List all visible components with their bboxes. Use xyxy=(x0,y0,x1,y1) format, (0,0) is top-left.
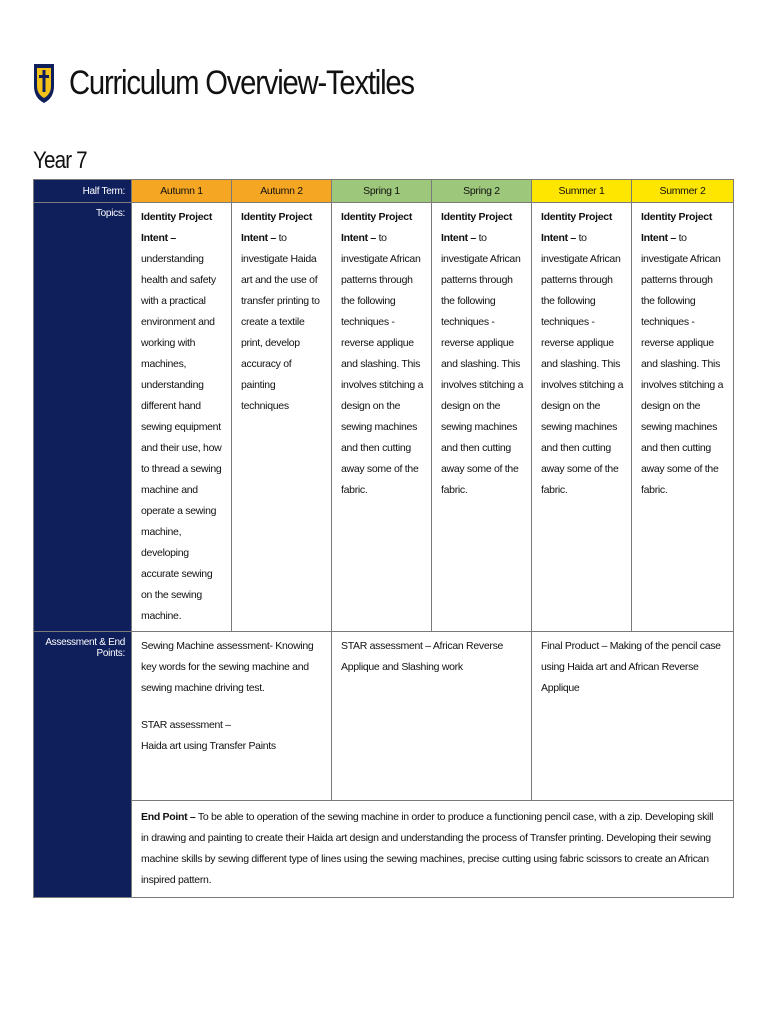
school-crest-icon xyxy=(33,62,55,104)
term-autumn-1: Autumn 1 xyxy=(132,180,232,203)
term-summer-1: Summer 1 xyxy=(532,180,632,203)
half-term-label: Half Term: xyxy=(34,180,132,203)
topic-body: to investigate Haida art and the use of transfer printing to create a textile print, develop accuracy of painting techniques xyxy=(241,232,320,412)
term-summer-2: Summer 2 xyxy=(632,180,734,203)
term-autumn-2: Autumn 2 xyxy=(232,180,332,203)
end-point-text: To be able to operation of the sewing machine in order to produce a functioning pencil case, with a zip. Developing skill in drawing and painting to create their Haida art design and understanding the process of Transfer printing. Developing their sewing machine skills by sewing different type of lines using the sewing machines, precise cutting using fabric scissors to create an African inspired pattern. xyxy=(141,811,714,886)
assessment-autumn-star-detail: Haida art using Transfer Paints xyxy=(141,740,276,752)
topic-body: to investigate African patterns through the following techniques - reverse applique and slashing. This involves stitching a design on the sewing machines and then cutting away some of the fabric. xyxy=(341,232,424,496)
assessment-autumn xyxy=(132,632,332,801)
topic-cell xyxy=(132,203,232,632)
curriculum-table xyxy=(33,179,734,898)
assessment-row xyxy=(34,632,734,801)
page-title: Curriculum Overview-Textiles xyxy=(69,63,414,102)
assessment-spring: STAR assessment – African Reverse Applique and Slashing work xyxy=(332,632,532,801)
term-header-row xyxy=(34,180,734,203)
assessment-summer: Final Product – Making of the pencil case using Haida art and African Reverse Applique xyxy=(532,632,734,801)
term-spring-1: Spring 1 xyxy=(332,180,432,203)
topic-heading: Identity Project Intent – xyxy=(141,211,213,244)
term-spring-2: Spring 2 xyxy=(432,180,532,203)
page-header xyxy=(33,62,470,104)
topic-cell xyxy=(632,203,734,632)
topic-heading: Identity Project Intent – xyxy=(641,211,713,244)
topic-body: understanding health and safety with a practical environment and working with machines, understanding different hand sewing equipment and their use, how to thread a sewing machine and operate a sewing machine, developing accurate sewing on the sewing machine. xyxy=(141,253,222,622)
topic-cell xyxy=(232,203,332,632)
topic-heading: Identity Project Intent – xyxy=(241,211,313,244)
topic-body: to investigate African patterns through the following techniques - reverse applique and slashing. This involves stitching a design on the sewing machines and then cutting away some of the fabric. xyxy=(441,232,524,496)
end-point-label: End Point – xyxy=(141,811,196,823)
year-heading: Year 7 xyxy=(33,147,87,174)
topic-body: to investigate African patterns through the following techniques - reverse applique and slashing. This involves stitching a design on the sewing machines and then cutting away some of the fabric. xyxy=(541,232,624,496)
topic-heading: Identity Project Intent – xyxy=(541,211,613,244)
topic-cell xyxy=(432,203,532,632)
assessment-label: Assessment & End Points: xyxy=(34,632,132,898)
topic-body: to investigate African patterns through the following techniques - reverse applique and slashing. This involves stitching a design on the sewing machines and then cutting away some of the fabric. xyxy=(641,232,724,496)
end-point-row xyxy=(34,801,734,898)
topic-heading: Identity Project Intent – xyxy=(341,211,413,244)
topic-heading: Identity Project Intent – xyxy=(441,211,513,244)
topic-cell xyxy=(532,203,632,632)
topics-row xyxy=(34,203,734,632)
assessment-autumn-star: STAR assessment – xyxy=(141,719,231,731)
topic-cell xyxy=(332,203,432,632)
assessment-autumn-text: Sewing Machine assessment- Knowing key words for the sewing machine and sewing machine driving test. xyxy=(141,640,314,694)
topics-label: Topics: xyxy=(34,203,132,632)
end-point-cell xyxy=(132,801,734,898)
